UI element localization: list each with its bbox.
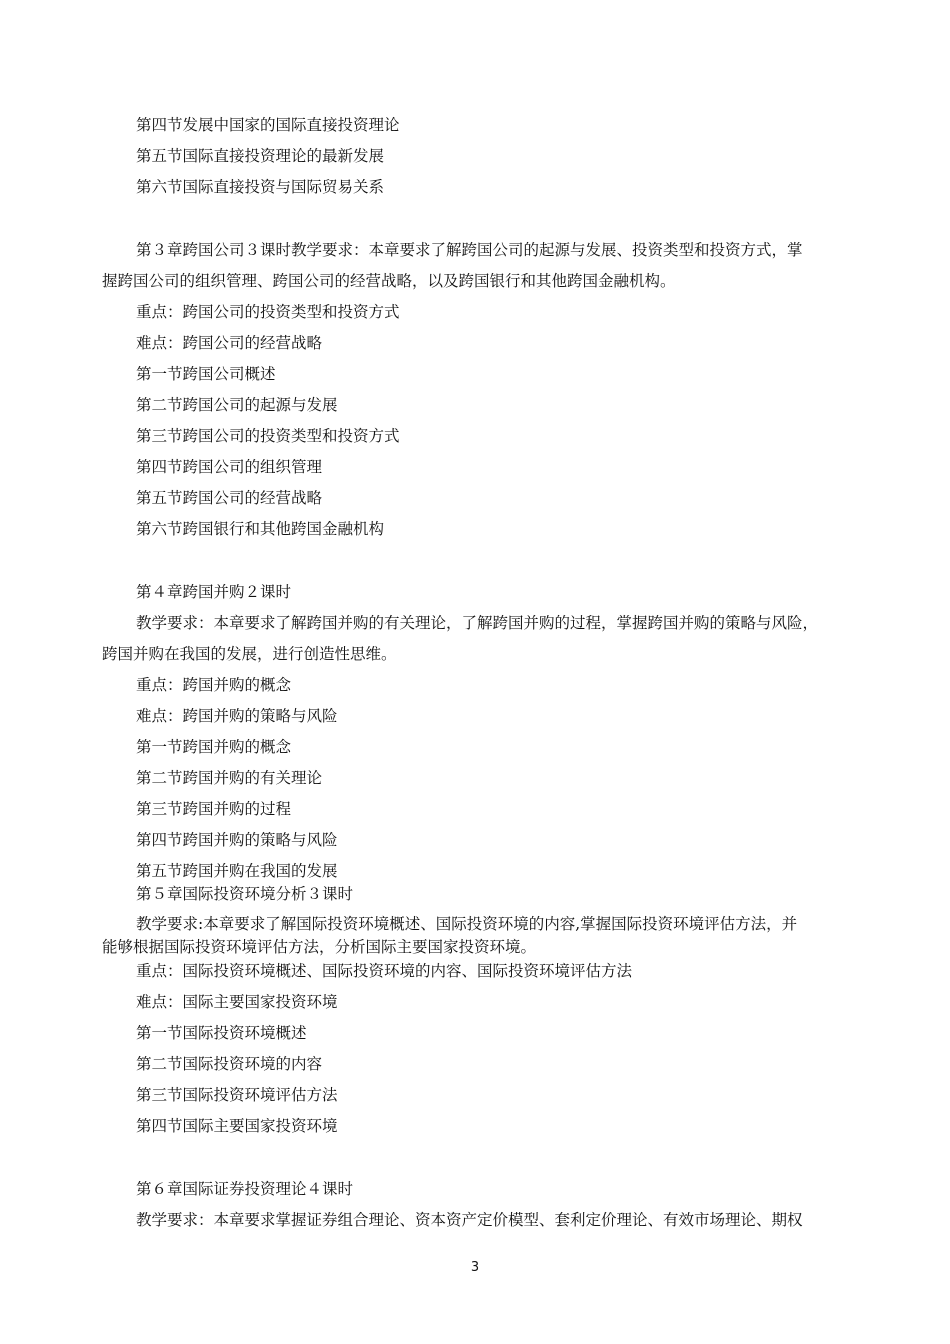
text-line: 第五节国际直接投资理论的最新发展 xyxy=(136,147,385,165)
page-number: 3 xyxy=(470,1260,480,1275)
text-line: 教学要求：本章要求了解跨国并购的有关理论，了解跨国并购的过程，掌握跨国并购的策略与风险， xyxy=(136,614,819,632)
section-line: 第四节跨国并购的策略与风险 xyxy=(136,831,338,849)
section-line: 第六节跨国银行和其他跨国金融机构 xyxy=(136,520,385,538)
text-line: 第六节国际直接投资与国际贸易关系 xyxy=(136,178,385,196)
section-line: 第三节跨国公司的投资类型和投资方式 xyxy=(136,427,400,445)
text-line: 教学要求:本章要求了解国际投资环境概述、国际投资环境的内容,掌握国际投资环境评估方法，并 xyxy=(136,915,798,933)
difficult-point: 难点：国际主要国家投资环境 xyxy=(136,993,338,1011)
section-line: 第一节跨国公司概述 xyxy=(136,365,276,383)
section-line: 第一节国际投资环境概述 xyxy=(136,1024,307,1042)
section-line: 第四节跨国公司的组织管理 xyxy=(136,458,323,476)
text-line: 跨国并购在我国的发展，进行创造性思维。 xyxy=(102,645,397,663)
section-line: 第一节跨国并购的概念 xyxy=(136,738,292,756)
key-point: 重点：跨国公司的投资类型和投资方式 xyxy=(136,303,400,321)
section-line: 第五节跨国公司的经营战略 xyxy=(136,489,323,507)
key-point: 重点：跨国并购的概念 xyxy=(136,676,292,694)
section-line: 第二节跨国并购的有关理论 xyxy=(136,769,323,787)
difficult-point: 难点：跨国并购的策略与风险 xyxy=(136,707,338,725)
section-line: 第二节国际投资环境的内容 xyxy=(136,1055,323,1073)
section-line: 第四节国际主要国家投资环境 xyxy=(136,1117,338,1135)
section-line: 第五节跨国并购在我国的发展 xyxy=(136,862,338,880)
chapter-heading: 第３章跨国公司３课时教学要求：本章要求了解跨国公司的起源与发展、投资类型和投资方式，掌 xyxy=(136,241,803,259)
chapter-heading: 第５章国际投资环境分析３课时 xyxy=(136,885,354,903)
section-line: 第二节跨国公司的起源与发展 xyxy=(136,396,338,414)
section-line: 第三节国际投资环境评估方法 xyxy=(136,1086,338,1104)
text-line: 教学要求：本章要求掌握证券组合理论、资本资产定价模型、套利定价理论、有效市场理论、期权 xyxy=(136,1211,803,1229)
text-line: 第四节发展中国家的国际直接投资理论 xyxy=(136,116,400,134)
text-line: 握跨国公司的组织管理、跨国公司的经营战略，以及跨国银行和其他跨国金融机构。 xyxy=(102,272,676,290)
chapter-heading: 第４章跨国并购２课时 xyxy=(136,583,292,601)
chapter-heading: 第６章国际证券投资理论４课时 xyxy=(136,1180,354,1198)
difficult-point: 难点：跨国公司的经营战略 xyxy=(136,334,323,352)
section-line: 第三节跨国并购的过程 xyxy=(136,800,292,818)
text-line: 能够根据国际投资环境评估方法，分析国际主要国家投资环境。 xyxy=(102,938,537,956)
key-point: 重点：国际投资环境概述、国际投资环境的内容、国际投资环境评估方法 xyxy=(136,962,633,980)
